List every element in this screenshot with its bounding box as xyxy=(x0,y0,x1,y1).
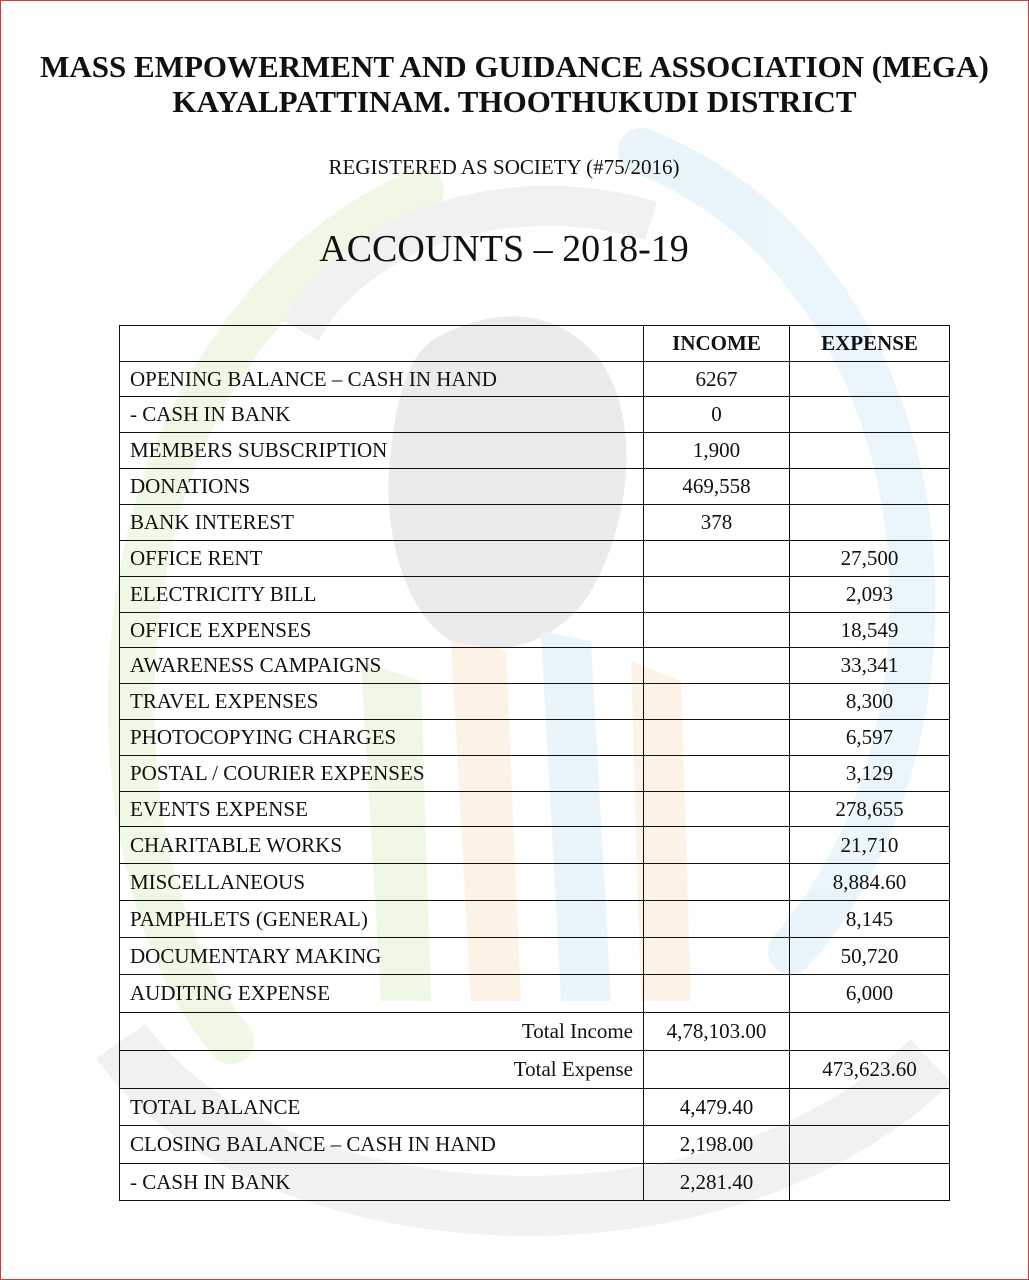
income-cell xyxy=(644,756,790,792)
table-row xyxy=(120,613,950,648)
income-cell xyxy=(644,577,790,613)
table-row xyxy=(120,1013,950,1051)
organization-location: KAYALPATTINAM. THOOTHUKUDI DISTRICT xyxy=(172,84,857,119)
expense-cell: 8,884.60 xyxy=(790,864,950,901)
income-cell: 1,900 xyxy=(644,433,790,469)
column-header-income: INCOME xyxy=(644,326,790,362)
income-cell: 469,558 xyxy=(644,469,790,505)
table-row xyxy=(120,864,950,901)
income-cell xyxy=(644,827,790,864)
income-cell: 0 xyxy=(644,397,790,433)
column-header-expense: EXPENSE xyxy=(790,326,950,362)
table-row xyxy=(120,1089,950,1126)
income-cell: 2,281.40 xyxy=(644,1164,790,1201)
row-label: TRAVEL EXPENSES xyxy=(120,684,644,720)
table-row xyxy=(120,975,950,1013)
table-row xyxy=(120,827,950,864)
table-row xyxy=(120,684,950,720)
income-cell xyxy=(644,901,790,938)
table-row xyxy=(120,541,950,577)
expense-cell: 2,093 xyxy=(790,577,950,613)
row-label: OPENING BALANCE – CASH IN HAND xyxy=(120,362,644,397)
income-cell xyxy=(644,938,790,975)
table-row xyxy=(120,433,950,469)
expense-cell xyxy=(790,1126,950,1164)
expense-cell xyxy=(790,433,950,469)
expense-cell: 33,341 xyxy=(790,648,950,684)
income-cell: 2,198.00 xyxy=(644,1126,790,1164)
row-label: DOCUMENTARY MAKING xyxy=(120,938,644,975)
row-label: Total Expense xyxy=(120,1051,644,1089)
organization-name: MASS EMPOWERMENT AND GUIDANCE ASSOCIATION (MEGA) xyxy=(40,49,989,84)
row-label: PAMPHLETS (GENERAL) xyxy=(120,901,644,938)
row-label: CHARITABLE WORKS xyxy=(120,827,644,864)
table-row xyxy=(120,362,950,397)
expense-cell: 3,129 xyxy=(790,756,950,792)
expense-cell xyxy=(790,362,950,397)
expense-cell xyxy=(790,505,950,541)
income-cell xyxy=(644,1051,790,1089)
table-row xyxy=(120,505,950,541)
row-label: OFFICE RENT xyxy=(120,541,644,577)
table-row xyxy=(120,1126,950,1164)
expense-cell: 6,597 xyxy=(790,720,950,756)
row-label: Total Income xyxy=(120,1013,644,1051)
expense-cell xyxy=(790,1089,950,1126)
row-label: PHOTOCOPYING CHARGES xyxy=(120,720,644,756)
table-row xyxy=(120,1051,950,1089)
income-cell: 4,479.40 xyxy=(644,1089,790,1126)
income-cell xyxy=(644,720,790,756)
table-row xyxy=(120,720,950,756)
registration-note: REGISTERED AS SOCIETY (#75/2016) xyxy=(328,155,680,179)
table-row xyxy=(120,648,950,684)
income-cell xyxy=(644,975,790,1013)
column-header-particulars xyxy=(120,326,644,362)
table-header-row xyxy=(120,326,950,362)
expense-cell: 473,623.60 xyxy=(790,1051,950,1089)
row-label: OFFICE EXPENSES xyxy=(120,613,644,648)
row-label: MEMBERS SUBSCRIPTION xyxy=(120,433,644,469)
expense-cell xyxy=(790,397,950,433)
income-cell xyxy=(644,792,790,827)
income-cell: 378 xyxy=(644,505,790,541)
row-label: DONATIONS xyxy=(120,469,644,505)
expense-cell: 8,145 xyxy=(790,901,950,938)
accounts-table xyxy=(119,325,950,1201)
row-label: POSTAL / COURIER EXPENSES xyxy=(120,756,644,792)
income-cell xyxy=(644,684,790,720)
income-cell xyxy=(644,541,790,577)
expense-cell: 6,000 xyxy=(790,975,950,1013)
expense-cell: 50,720 xyxy=(790,938,950,975)
expense-cell: 8,300 xyxy=(790,684,950,720)
table-row xyxy=(120,756,950,792)
table-row xyxy=(120,792,950,827)
row-label: MISCELLANEOUS xyxy=(120,864,644,901)
row-label: AWARENESS CAMPAIGNS xyxy=(120,648,644,684)
expense-cell xyxy=(790,1013,950,1051)
income-cell xyxy=(644,613,790,648)
row-label: ELECTRICITY BILL xyxy=(120,577,644,613)
expense-cell xyxy=(790,1164,950,1201)
income-cell: 6267 xyxy=(644,362,790,397)
table-row xyxy=(120,938,950,975)
income-cell xyxy=(644,864,790,901)
income-cell xyxy=(644,648,790,684)
accounts-title: ACCOUNTS – 2018-19 xyxy=(319,228,689,270)
expense-cell: 27,500 xyxy=(790,541,950,577)
expense-cell: 18,549 xyxy=(790,613,950,648)
row-label: - CASH IN BANK xyxy=(120,1164,644,1201)
expense-cell: 278,655 xyxy=(790,792,950,827)
row-label: BANK INTEREST xyxy=(120,505,644,541)
table-row xyxy=(120,397,950,433)
row-label: TOTAL BALANCE xyxy=(120,1089,644,1126)
table-row xyxy=(120,469,950,505)
expense-cell xyxy=(790,469,950,505)
income-cell: 4,78,103.00 xyxy=(644,1013,790,1051)
table-row xyxy=(120,901,950,938)
table-row xyxy=(120,1164,950,1201)
row-label: EVENTS EXPENSE xyxy=(120,792,644,827)
row-label: CLOSING BALANCE – CASH IN HAND xyxy=(120,1126,644,1164)
table-row xyxy=(120,577,950,613)
row-label: AUDITING EXPENSE xyxy=(120,975,644,1013)
expense-cell: 21,710 xyxy=(790,827,950,864)
row-label: - CASH IN BANK xyxy=(120,397,644,433)
